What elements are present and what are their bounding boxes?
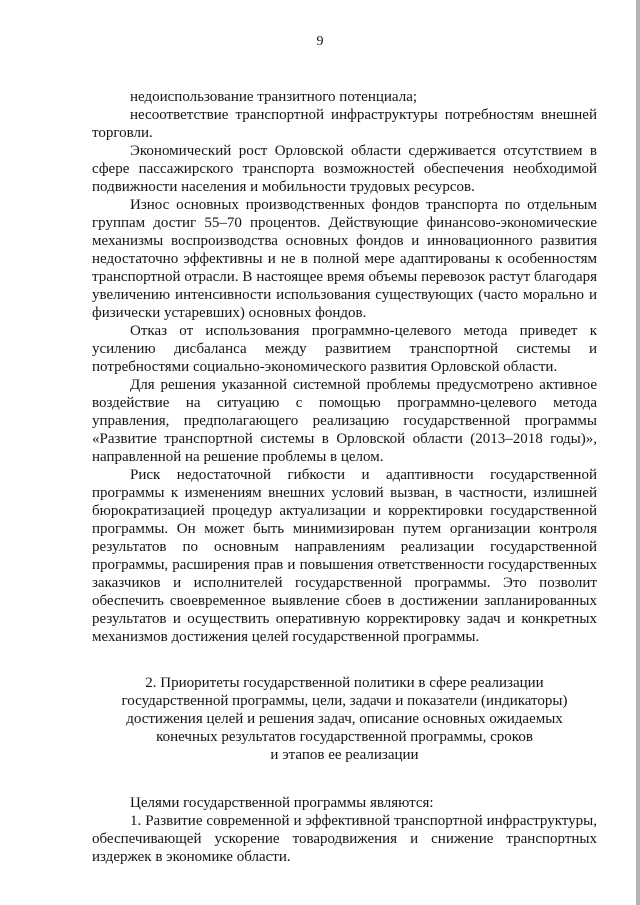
paragraph: Риск недостаточной гибкости и адаптивности государственной программы к изменениям внешних условий вызван, в частности, излишней бюрократизацией процедур актуализации и корректировки государственной программы. Он может быть минимизирован путем организации контроля результатов по основным направлениям реализации государственной программы, расширения прав и повышения ответственности государственных заказчиков и исполнителей государственной программы. Это позволит обеспечить своевременное выявление сбоев в достижении запланированных результатов и осуществить оперативную корректировку задач и конкретных механизмов достижения целей государственной программы. bbox=[92, 467, 597, 645]
paragraph: Отказ от использования программно-целевого метода приведет к усилению дисбаланса между развитием транспортной системы и потребностями социально-экономического развития Орловской области. bbox=[92, 323, 597, 375]
page-number: 9 bbox=[316, 34, 324, 49]
paragraph: Износ основных производственных фондов транспорта по отдельным группам достиг 55–70 процентов. Действующие финансово-экономические механизмы воспроизводства основных фондов и инновационного развития недостаточно эффективны и не в полной мере адаптированы к особенностям транспортной отрасли. В настоящее время объемы перевозок растут благодаря увеличению интенсивности использования существующих (часто морально и физически устаревших) основных фондов. bbox=[92, 197, 597, 321]
document-body bbox=[92, 88, 597, 866]
section-heading bbox=[92, 674, 597, 764]
paragraph: Экономический рост Орловской области сдерживается отсутствием в сфере пассажирского транспорта возможностей обеспечения необходимой подвижности населения и мобильности трудовых ресурсов. bbox=[92, 143, 597, 195]
section-heading-line: конечных результатов государственной программы, сроков bbox=[156, 729, 533, 745]
section-heading-line: достижения целей и решения задач, описание основных ожидаемых bbox=[126, 711, 563, 727]
section-heading-line: государственной программы, цели, задачи и показатели (индикаторы) bbox=[121, 693, 568, 709]
paragraph: 1. Развитие современной и эффективной транспортной инфраструктуры, обеспечивающей ускорение товародвижения и снижение транспортных издержек в экономике области. bbox=[92, 813, 597, 865]
paragraph: несоответствие транспортной инфраструктуры потребностям внешней торговли. bbox=[92, 107, 597, 141]
section-heading-line: и этапов ее реализации bbox=[270, 747, 419, 763]
paragraph: недоиспользование транзитного потенциала; bbox=[130, 89, 418, 105]
paragraph: Целями государственной программы являются: bbox=[130, 795, 434, 811]
page-edge-shadow bbox=[636, 0, 640, 905]
paragraph: Для решения указанной системной проблемы предусмотрено активное воздействие на ситуацию с помощью программно-целевого метода управления, предполагающего реализацию государственной программы «Развитие транспортной системы в Орловской области (2013–2018 годы)», направленной на решение проблемы в целом. bbox=[92, 377, 597, 465]
section-heading-line: 2. Приоритеты государственной политики в сфере реализации bbox=[145, 675, 544, 691]
